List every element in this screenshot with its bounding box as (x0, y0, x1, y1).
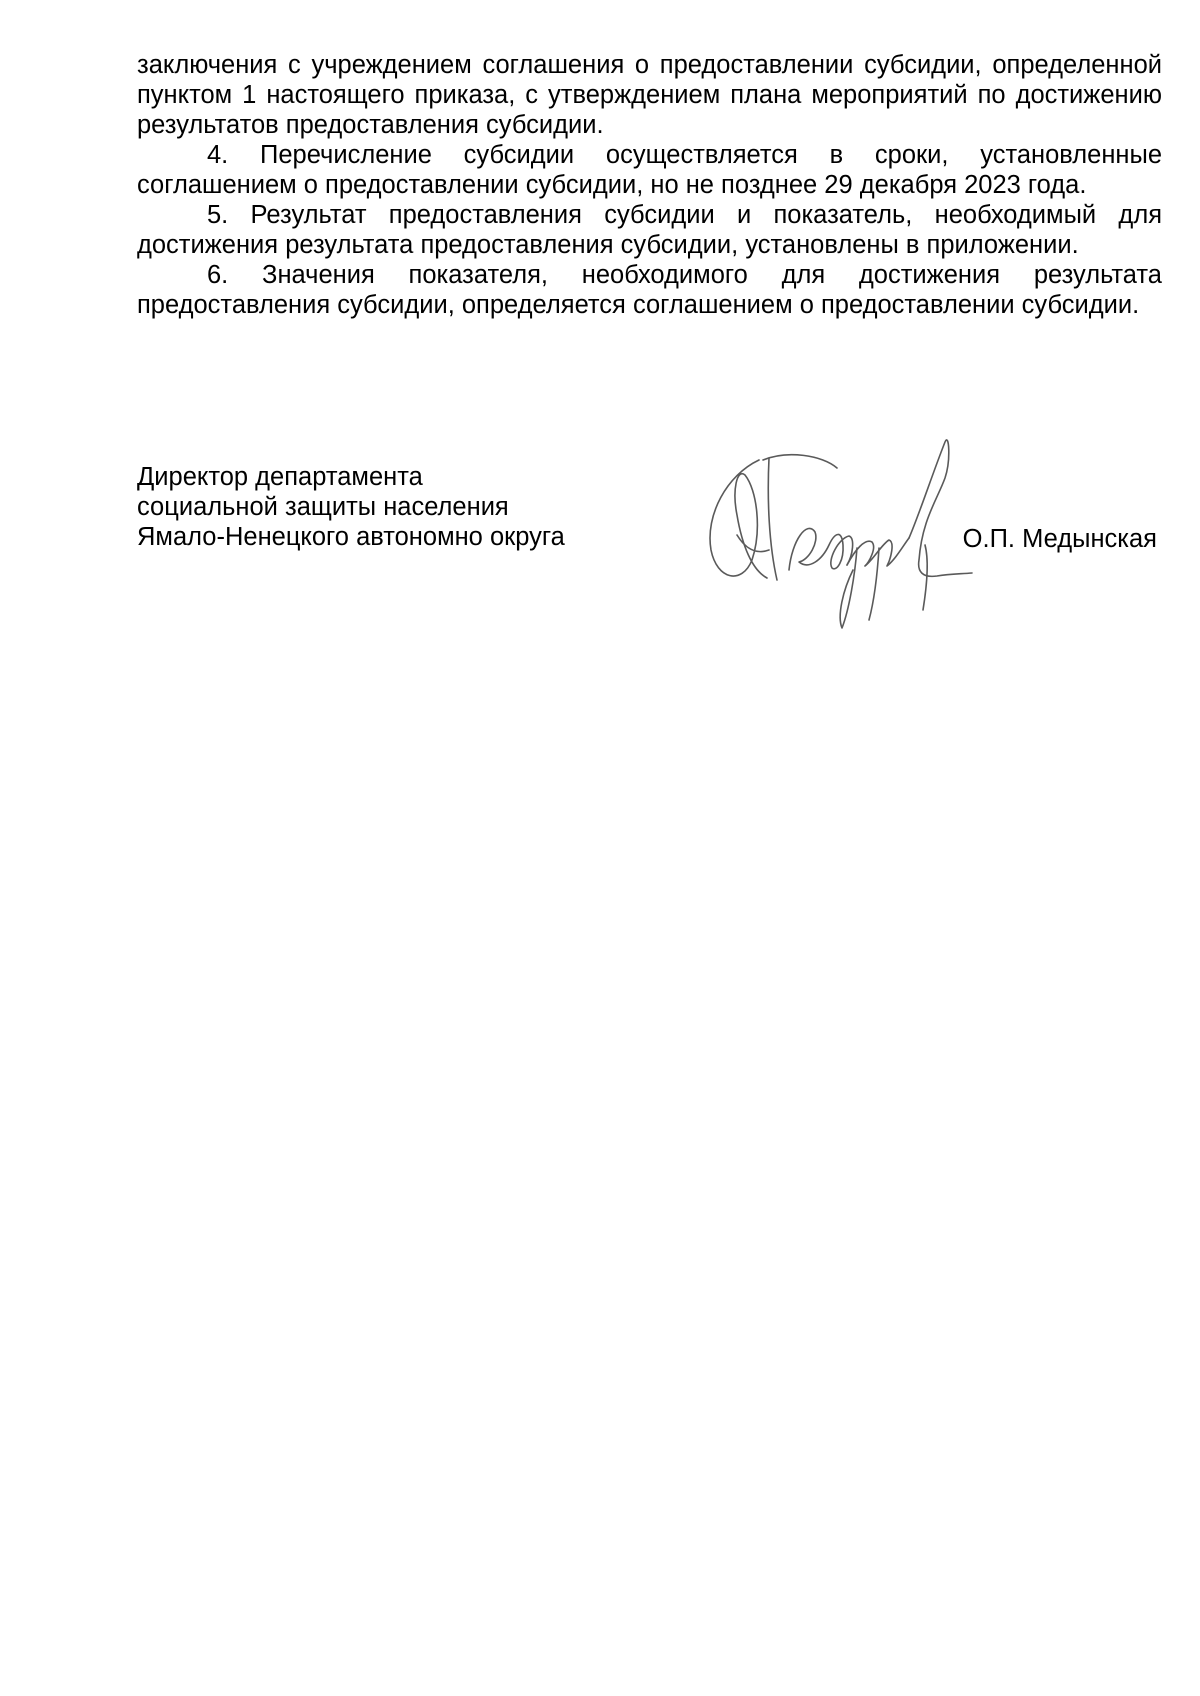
signature-block (137, 462, 1162, 662)
paragraph-4: 4. Перечисление субсидии осуществляется в сроки, установленные соглашением о предоставлении субсидии, но не позднее 29 декабря 2023 года. (137, 141, 1162, 199)
signer-position (137, 462, 565, 552)
document-body (137, 50, 1162, 320)
position-line-3: Ямало-Ненецкого автономно округа (137, 523, 565, 551)
signer-name: О.П. Медынская (962, 525, 1157, 553)
handwritten-signature (697, 420, 997, 650)
position-line-1: Директор департамента (137, 463, 423, 491)
paragraph-6: 6. Значения показателя, необходимого для достижения результата предоставления субсидии, определяется соглашением о предоставлении субсидии. (137, 261, 1162, 319)
paragraph-5: 5. Результат предоставления субсидии и показатель, необходимый для достижения результата предоставления субсидии, установлены в приложении. (137, 201, 1162, 259)
paragraph-continuation: заключения с учреждением соглашения о предоставлении субсидии, определенной пунктом 1 настоящего приказа, с утверждением плана мероприятий по достижению результатов предоставления субсидии. (137, 51, 1162, 139)
position-line-2: социальной защиты населения (137, 493, 509, 521)
